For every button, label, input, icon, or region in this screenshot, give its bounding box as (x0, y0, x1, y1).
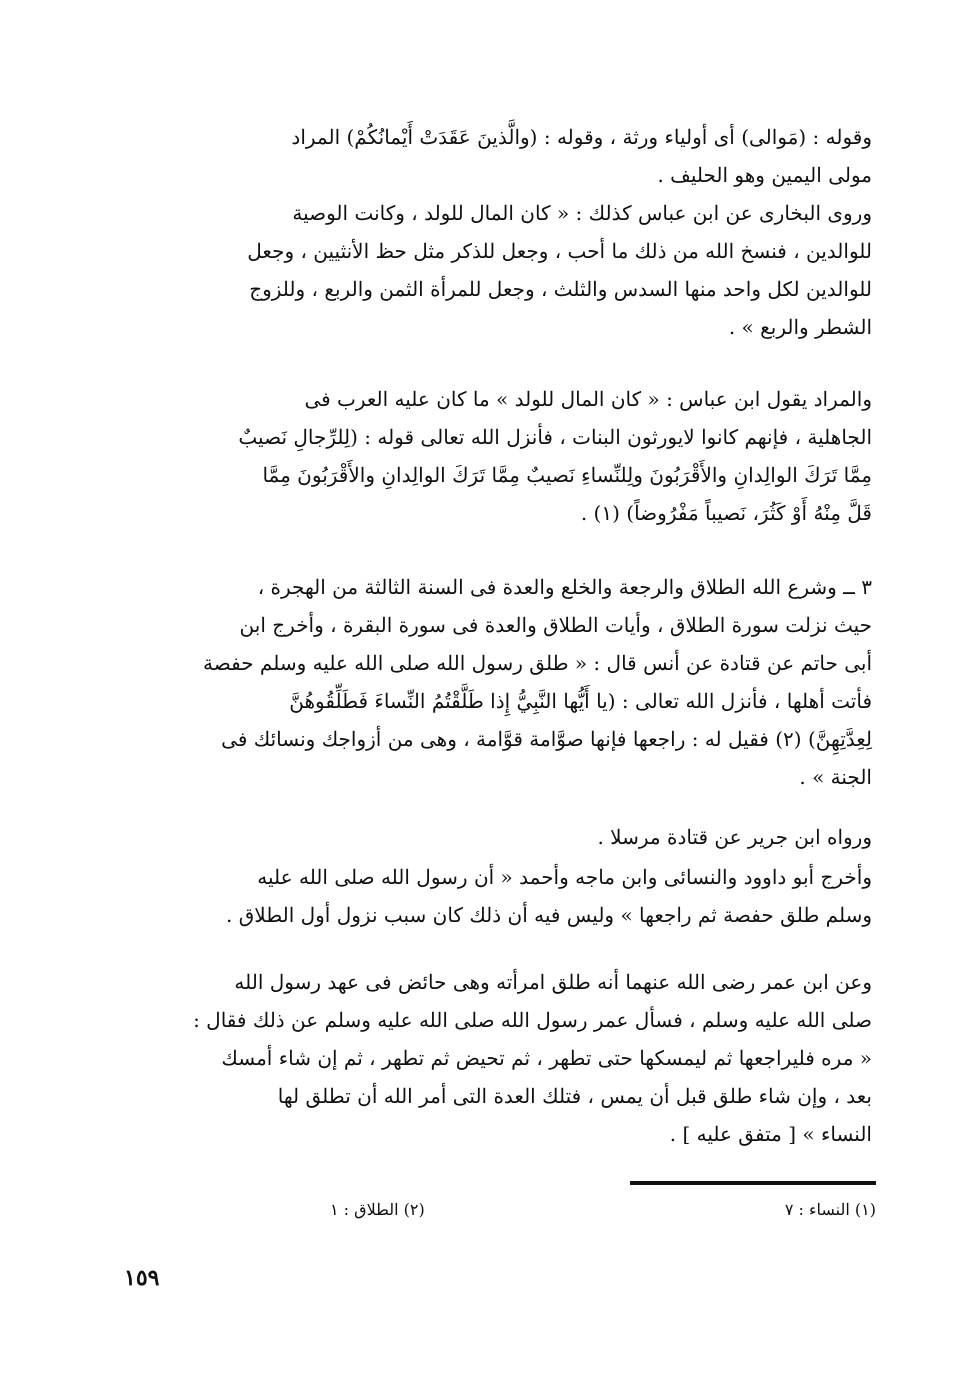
paragraph-mawali: وقوله : (مَوالى) أى أولياء ورثة ، وقوله : (والَّذينَ عَقَدَتْ أَيْمانُكُمْ) المراد مولى اليمين وهو الحليف . (291, 125, 872, 187)
paragraph-bukhari-narration: وروى البخارى عن ابن عباس كذلك : « كان المال للولد ، وكانت الوصية للوالدين ، فنسخ الله من ذلك ما أحب ، وجعل للذكر مثل حظ الأنثيين ، وجعل للوالدين لكل واحد منها السدس والثلث ، وجعل للمرأة الثمن والربع ، وللزوج الشطر والربع » . (247, 201, 872, 339)
paragraph-ibn-jarir: ورواه ابن جرير عن قتادة مرسلا . (597, 825, 872, 849)
footnote-divider (630, 1181, 876, 1185)
paragraph-ibn-umar: وعن ابن عمر رضى الله عنهما أنه طلق امرأته وهى حائض فى عهد رسول الله صلى الله عليه وسلم ، فسأل عمر رسول الله صلى الله عليه وسلم عن ذلك فقال : « مره فليراجعها ثم ليمسكها حتى تطهر ، ثم تحيض ثم تطهر ، ثم إن شاء أمسك بعد ، وإن شاء طلق قبل أن يمس ، فتلك العدة التى أمر الله أن تطلق لها النساء » [ متفق عليه ] . (193, 970, 872, 1146)
footnote-1: (١) النساء : ٧ (784, 1200, 876, 1219)
paragraph-ibn-abbas-meaning: والمراد يقول ابن عباس : « كان المال للولد » ما كان عليه العرب فى الجاهلية ، فإنهم كانوا لايورثون البنات ، فأنزل الله تعالى قوله : (لِلرِّجالِ نَصيبٌ مِمَّا تَرَكَ الوالِدانِ والأَقْرَبُونَ ولِلنِّساءِ نَصيبٌ مِمَّا تَرَكَ الوالِدانِ والأَقْرَبُونَ مِمَّا قَلَّ مِنْهُ أَوْ كَثُرَ، نَصيباً مَفْرُوضاً) (١) . (238, 387, 872, 525)
page-number: ١٥٩ (124, 1265, 160, 1291)
footnotes (330, 1195, 876, 1225)
paragraph-divorce-legislation: ٣ ــ وشرع الله الطلاق والرجعة والخلع والعدة فى السنة الثالثة من الهجرة ، حيث نزلت سورة الطلاق ، وأيات الطلاق والعدة فى سورة البقرة ، وأخرج ابن أبى حاتم عن قتادة عن أنس قال : « طلق رسول الله صلى الله عليه وسلم حفصة فأتت أهلها ، فأنزل الله تعالى : (يا أَيُّها النَّبِيُّ إِذا طَلَّقْتُمُ النِّساءَ فَطَلِّقُوهُنَّ لِعِدَّتِهِنَّ) (٢) فقيل له : راجعها فإنها صوَّامة قوَّامة ، وهى من أزواجك ونسائك فى الجنة » . (203, 575, 872, 789)
footnote-2: (٢) الطلاق : ١ (330, 1200, 425, 1219)
paragraph-abu-dawud: وأخرج أبو داوود والنسائى وابن ماجه وأحمد « أن رسول الله صلى الله عليه وسلم طلق حفصة ثم راجعها » وليس فيه أن ذلك كان سبب نزول أول الطلاق . (226, 865, 872, 927)
